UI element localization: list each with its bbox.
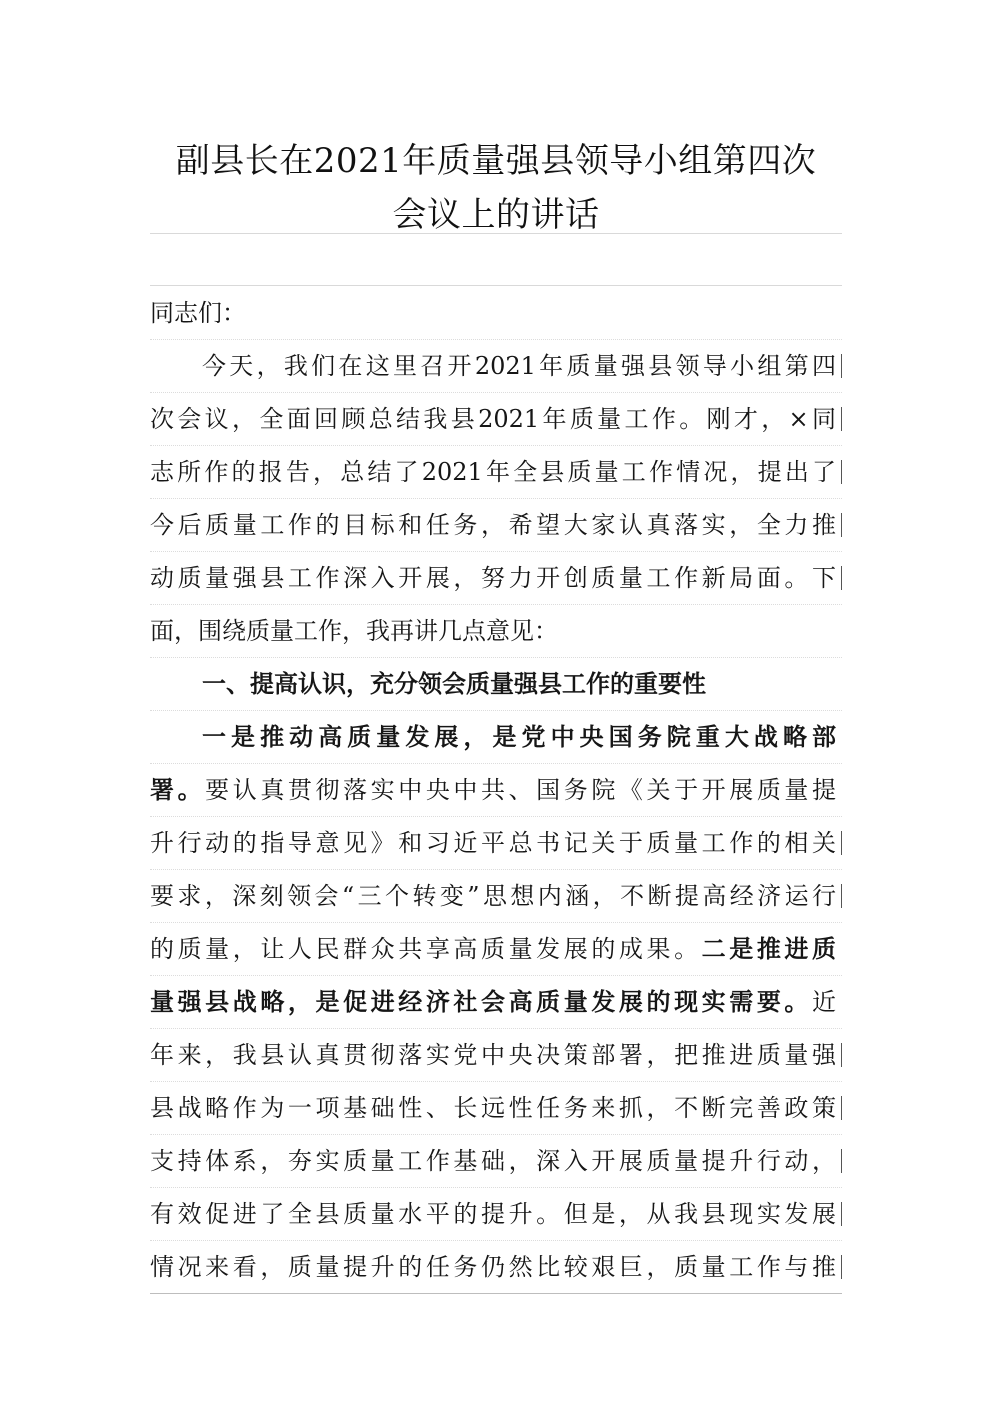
margin-bar <box>841 884 842 908</box>
line-text: 今天，我们在这里召开2021年质量强县领导小组第四 <box>202 352 836 380</box>
paragraph-2-line <box>150 1082 842 1135</box>
line-text: 有效促进了全县质量水平的提升。但是，从我县现实发展 <box>150 1200 836 1228</box>
paragraph-2-line <box>150 870 842 923</box>
line-text: 支持体系，夯实质量工作基础，深入开展质量提升行动， <box>150 1147 836 1175</box>
paragraph-2-line <box>150 1029 842 1082</box>
line-text: 年来，我县认真贯彻落实党中央决策部署，把推进质量强 <box>150 1041 836 1069</box>
paragraph-1-line <box>150 605 842 658</box>
title-divider <box>150 233 842 234</box>
bold-lead: 署。 <box>150 776 206 804</box>
margin-bar <box>841 1043 842 1067</box>
margin-bar <box>841 1149 842 1173</box>
paragraph-2-line <box>150 764 842 817</box>
paragraph-2-line <box>150 976 842 1029</box>
salutation <box>150 287 842 340</box>
bold-lead: 二是推进质 <box>701 935 837 963</box>
title-line-1: 副县长在2021年质量强县领导小组第四次 <box>175 141 817 181</box>
paragraph-2-line <box>150 817 842 870</box>
section-heading <box>150 658 842 711</box>
salutation-text: 同志们： <box>150 299 246 327</box>
margin-bar <box>841 460 842 484</box>
margin-bar <box>841 1255 842 1279</box>
margin-bar <box>841 513 842 537</box>
line-text: 情况来看，质量提升的任务仍然比较艰巨，质量工作与推 <box>150 1253 836 1281</box>
line-text: 志所作的报告，总结了2021年全县质量工作情况，提出了 <box>150 458 836 486</box>
section-heading-text: 一、提高认识，充分领会质量强县工作的重要性 <box>202 670 706 698</box>
line-text: 近 <box>812 988 836 1016</box>
margin-bar <box>841 354 842 378</box>
margin-bar <box>841 1202 842 1226</box>
margin-bar <box>841 831 842 855</box>
document-title <box>150 134 842 242</box>
body-top-divider <box>150 285 842 286</box>
line-text: 升行动的指导意见》和习近平总书记关于质量工作的相关 <box>150 829 836 857</box>
document-body <box>150 287 842 1294</box>
line-text: 今后质量工作的目标和任务，希望大家认真落实，全力推 <box>150 511 836 539</box>
title-line-2: 会议上的讲话 <box>392 195 600 235</box>
line-text: 县战略作为一项基础性、长远性任务来抓，不断完善政策 <box>150 1094 836 1122</box>
paragraph-1-line <box>150 552 842 605</box>
paragraph-2-line <box>150 923 842 976</box>
bold-lead: 一是推动高质量发展，是党中央国务院重大战略部 <box>202 723 836 751</box>
paragraph-2-line <box>150 1188 842 1241</box>
bold-lead: 量强县战略，是促进经济社会高质量发展的现实需要。 <box>150 988 812 1016</box>
line-text: 的质量，让人民群众共享高质量发展的成果。 <box>150 935 702 963</box>
line-text: 动质量强县工作深入开展，努力开创质量工作新局面。下 <box>150 564 836 592</box>
margin-bar <box>841 407 842 431</box>
line-text: 要求，深刻领会“三个转变”思想内涵，不断提高经济运行 <box>150 882 836 910</box>
paragraph-2-line <box>150 1241 842 1294</box>
line-text: 要认真贯彻落实中央中共、国务院《关于开展质量提 <box>205 776 837 804</box>
paragraph-1-line <box>150 499 842 552</box>
line-text: 次会议，全面回顾总结我县2021年质量工作。刚才，×同 <box>150 405 836 433</box>
paragraph-2-line <box>150 1135 842 1188</box>
paragraph-1-line <box>150 340 842 393</box>
paragraph-2-line <box>150 711 842 764</box>
paragraph-1-line <box>150 393 842 446</box>
margin-bar <box>841 1096 842 1120</box>
paragraph-1-line <box>150 446 842 499</box>
line-text: 面，围绕质量工作，我再讲几点意见： <box>150 617 558 645</box>
margin-bar <box>841 566 842 590</box>
